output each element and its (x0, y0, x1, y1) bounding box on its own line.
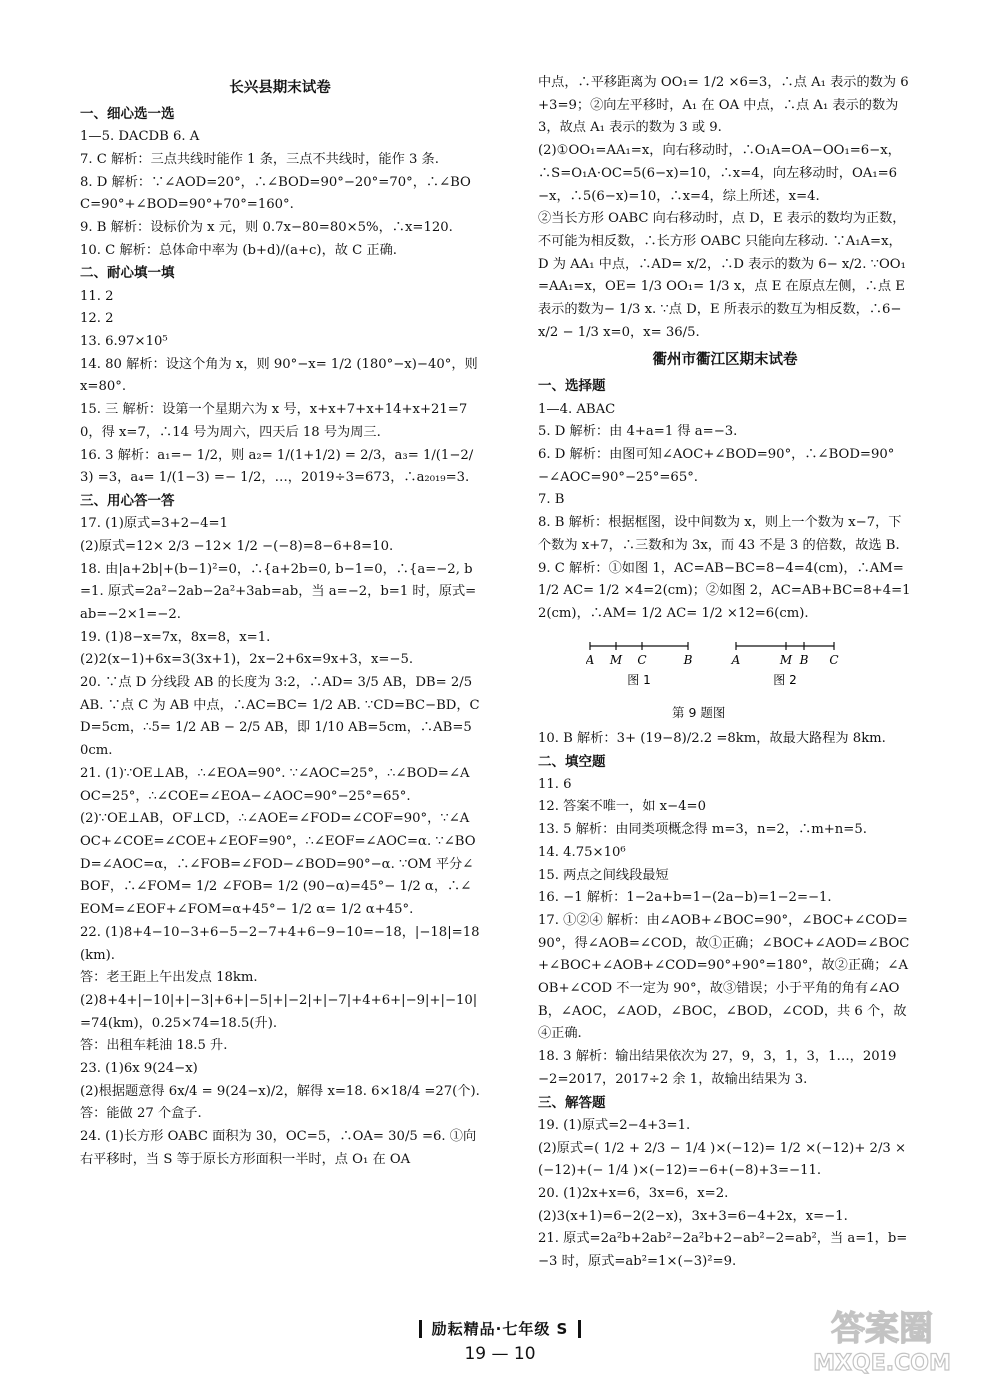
fig1-label-a: A (586, 652, 595, 667)
answer-line: 16. −1 解析：1−2a+b=1−(2a−b)=1−2=−1. (538, 890, 832, 906)
answer-line: 21. 原式=2a²b+2ab²−2a²b+2−ab²−2=ab²，当 a=1，b=−3 时，原式=ab²=1×(−3)²=9. (538, 1231, 908, 1270)
section-heading: 三、解答题 (538, 1094, 606, 1111)
answer-line: 21. (1)∵OE⊥AB，∴∠EOA=90°. ∵∠AOC=25°，∴∠BOD=∠AOC=25°，∴∠COE=∠EOA−∠AOC=90°−25°=65°. (80, 765, 470, 804)
fig1-label-m: M (609, 652, 623, 667)
figure-caption: 第 9 题图 (672, 705, 726, 721)
answer-line: 13. 6.97×10⁵ (80, 334, 168, 349)
section-heading: 一、选择题 (538, 378, 606, 395)
answer-line: (2)2(x−1)+6x=3(3x+1)，2x−2+6x=9x+3，x=−5. (80, 652, 414, 668)
left-column (80, 72, 480, 1172)
fig2-caption: 图 2 (773, 672, 797, 687)
fig2-label-b: B (799, 652, 809, 667)
answer-line: (2)原式=( 1/2 + 2/3 − 1/4 )×(−12)= 1/2 ×(−12)+ 2/3 ×(−12)+(− 1/4 )×(−12)=−6+(−8)+3=−11. (538, 1140, 907, 1179)
left-body (80, 103, 480, 1172)
answer-line: 8. B 解析：根据框图，设中间数为 x，则上一个数为 x−7，下个数为 x+7，∴三数和为 3x，而 43 不是 3 的倍数，故选 B. (538, 515, 902, 553)
answer-line: 15. 三 解析：设第一个星期六为 x 号，x+x+7+x+14+x+21=70，得 x=7，∴14 号为周六，四天后 18 号为周三. (80, 402, 468, 440)
page-number: 19 — 10 (464, 1344, 536, 1364)
answer-line: (2)原式=12× 2/3 −12× 1/2 −(−8)=8−6+8=10. (80, 538, 394, 554)
right-column (538, 72, 912, 1274)
watermark-logo (782, 1300, 982, 1376)
right-body-2 (538, 728, 912, 1274)
fig2-label-c: C (829, 652, 839, 667)
right-top-body (538, 72, 912, 344)
answer-line: 20. ∵点 D 分线段 AB 的长度为 3:2，∴AD= 3/5 AB，DB= 2/5 AB. ∵点 C 为 AB 中点，∴AC=BC= 1/2 AB. ∵CD=BC−BD，CD=5cm，∴5= 1/2 AB − 2/5 AB，即 1/10 AB=5cm，∴AB=50cm. (80, 675, 480, 759)
answer-line: 6. D 解析：由图可知∠AOC+∠BOD=90°，∴∠BOD=90°−∠AOC=90°−25°=65°. (538, 447, 895, 485)
answer-line: 12. 答案不唯一，如 x−4=0 (538, 799, 706, 815)
answer-line: 18. 3 解析：输出结果依次为 27，9，3，1，3，1…，2019−2=2017，2017÷2 余 1，故输出结果为 3. (538, 1049, 897, 1087)
segment-diagram (586, 632, 856, 694)
answer-line: 23. (1)6x 9(24−x) (80, 1061, 198, 1077)
answer-line: 14. 80 解析：设这个角为 x，则 90°−x= 1/2 (180°−x)−40°，则 x=80°. (80, 356, 478, 395)
answer-line: 10. C 解析：总体命中率为 (b+d)/(a+c)，故 C 正确. (80, 242, 397, 258)
section-title-qujiang: 衢州市衢江区期末试卷 (652, 352, 798, 369)
figure-q9 (586, 632, 912, 724)
fig1-caption: 图 1 (627, 672, 651, 687)
fig1-label-c: C (637, 652, 647, 667)
answer-line: 答：老王距上午出发点 18km. (80, 970, 258, 986)
answer-line: 10. B 解析：3+ (19−8)/2.2 =8km，故最大路程为 8km. (538, 730, 886, 746)
fig2-label-a: A (731, 652, 741, 667)
svg-text:答案圈: 答案圈 (831, 1309, 933, 1349)
answer-line: (2)①OO₁=AA₁=x，向右移动时，∴O₁A=OA−OO₁=6−x，∴S=O₁A·OC=5(6−x)=10，∴x=4，向左移动时，OA₁=6−x，∴5(6−x)=10，∴x=4，综上所述，x=4. (538, 143, 901, 204)
answer-line: 17. (1)原式=3+2−4=1 (80, 516, 228, 532)
answer-line: 15. 两点之间线段最短 (538, 867, 669, 883)
section-heading: 一、细心选一选 (80, 105, 175, 122)
section-heading: 三、用心答一答 (80, 492, 175, 509)
section-title-changxing: 长兴县期末试卷 (229, 80, 331, 96)
answer-line: 24. (1)长方形 OABC 面积为 30，OC=5，∴OA= 30/5 =6. ①向右平移时，当 S 等于原长方形面积一半时，点 O₁ 在 OA (80, 1129, 477, 1167)
answer-line: 19. (1)原式=2−4+3=1. (538, 1117, 691, 1133)
right-body (538, 375, 912, 625)
answer-line: 13. 5 解析：由同类项概念得 m=3，n=2，∴m+n=5. (538, 822, 867, 838)
answer-line: 5. D 解析：由 4+a=1 得 a=−3. (538, 424, 738, 440)
answer-line: 答：能做 27 个盒子. (80, 1106, 202, 1122)
answer-line: 答：出租车耗油 18.5 升. (80, 1038, 228, 1054)
answer-line: (2)∵OE⊥AB，OF⊥CD，∴∠AOE=∠FOD=∠COF=90°，∵∠AOC+∠COE=∠COE+∠EOF=90°，∴∠EOF=∠AOC=α. ∵∠BOD=∠AOC=α，∴∠FOB=∠FOD−∠BOD=90°−α. ∵OM 平分∠BOF，∴∠FOM= 1/2 ∠FOB= 1/2 (90−α)=45°− 1/2 α，∴∠EOM=∠EOF+∠FOM=α+45°− 1/2 α= 1/2 α+45°. (80, 811, 476, 918)
answer-line: 20. (1)2x+x=6，3x=6，x=2. (538, 1185, 729, 1201)
answer-line: 19. (1)8−x=7x，8x=8，x=1. (80, 629, 271, 645)
answer-line: 11. 2 (80, 288, 114, 304)
fig1-label-b: B (683, 652, 693, 667)
answer-line: 9. C 解析：①如图 1，AC=AB−BC=8−4=4(cm)，∴AM= 1/2 AC= 1/2 ×4=2(cm)；②如图 2，AC=AB+BC=8+4=12(cm)，∴AM= 1/2 AC= 1/2 ×12=6(cm). (538, 560, 911, 621)
answer-line: 8. D 解析：∵∠AOD=20°，∴∠BOD=90°−20°=70°，∴∠BOC=90°+∠BOD=90°+70°=160°. (80, 174, 471, 213)
answer-line: (2)3(x+1)=6−2(2−x)，3x+3=6−4+2x，x=−1. (538, 1208, 848, 1224)
answer-line: 22. (1)8+4−10−3+6−5−2−7+4+6−9−10=−18，|−18|=18(km). (80, 924, 480, 963)
answer-line: 1—4. ABAC (538, 401, 616, 417)
answer-line: 12. 2 (80, 311, 114, 327)
answer-line: 11. 6 (538, 776, 572, 792)
section-heading: 二、填空题 (538, 753, 606, 770)
fig2-label-m: M (779, 652, 793, 667)
answer-line: ②当长方形 OABC 向右移动时，点 D，E 表示的数均为正数，不可能为相反数，∴长方形 OABC 只能向左移动. ∵A₁A=x，D 为 AA₁ 中点，∴AD= x/2，∴D 表示的数为 6− x/2. ∵OO₁=AA₁=x，OE= 1/3 OO₁= 1/3 x，点 E 在原点左侧，∴点 E 表示的数为− 1/3 x. ∵点 D，E 所表示的数互为相反数，∴6− x/2 − 1/3 x=0，x= 36/5. (538, 211, 906, 340)
section-heading: 二、耐心填一填 (80, 265, 175, 282)
answer-line: 16. 3 解析：a₁=− 1/2，则 a₂= 1/(1+1/2) = 2/3，a₃= 1/(1−2/3) =3，a₄= 1/(1−3) =− 1/2，…，2019÷3=673，∴a₂₀₁₉=3. (80, 447, 474, 486)
answer-line: 1—5. DACDB 6. A (80, 129, 200, 145)
answer-line: (2)8+4+|−10|+|−3|+6+|−5|+|−2|+|−7|+4+6+|−9|+|−10|=74(km)，0.25×74=18.5(升). (80, 992, 478, 1031)
answer-line: 中点，∴平移距离为 OO₁= 1/2 ×6=3，∴点 A₁ 表示的数为 6+3=9；②向左平移时，A₁ 在 OA 中点，∴点 A₁ 表示的数为 3，故点 A₁ 表示的数为 3 或 9. (538, 75, 909, 136)
answer-line: 9. B 解析：设标价为 x 元，则 0.7x−80=80×5%，∴x=120. (80, 219, 453, 235)
answer-line: 17. ①②④ 解析：由∠AOB+∠BOC=90°，∠BOC+∠COD=90°，得∠AOB=∠COD，故①正确；∠BOC+∠AOD=∠BOC+∠BOC+∠AOB+∠COD=90°+90°=180°，故②正确；∠AOB+∠COD 不一定为 90°，故③错误；小于平角的角有∠AOB，∠AOC，∠AOD，∠BOC，∠BOD，∠COD，共 6 个，故④正确. (538, 912, 910, 1042)
answer-line: (2)根据题意得 6x/4 = 9(24−x)/2，解得 x=18. 6×18/4 =27(个). (80, 1083, 480, 1099)
answer-line: 7. B (538, 492, 565, 508)
answer-line: 7. C 解析：三点共线时能作 1 条，三点不共线时，能作 3 条. (80, 151, 439, 167)
footer-brand: 励耘精品·七年级 S (0, 1318, 1000, 1339)
answer-line: 14. 4.75×10⁶ (538, 844, 626, 860)
svg-text:MXQE.COM: MXQE.COM (813, 1351, 951, 1376)
answer-line: 18. 由|a+2b|+(b−1)²=0，∴{a+2b=0, b−1=0，∴{a=−2, b=1. 原式=2a²−2ab−2a²+3ab=ab，当 a=−2，b=1 时，原式=ab=−2×1=−2. (80, 561, 477, 622)
